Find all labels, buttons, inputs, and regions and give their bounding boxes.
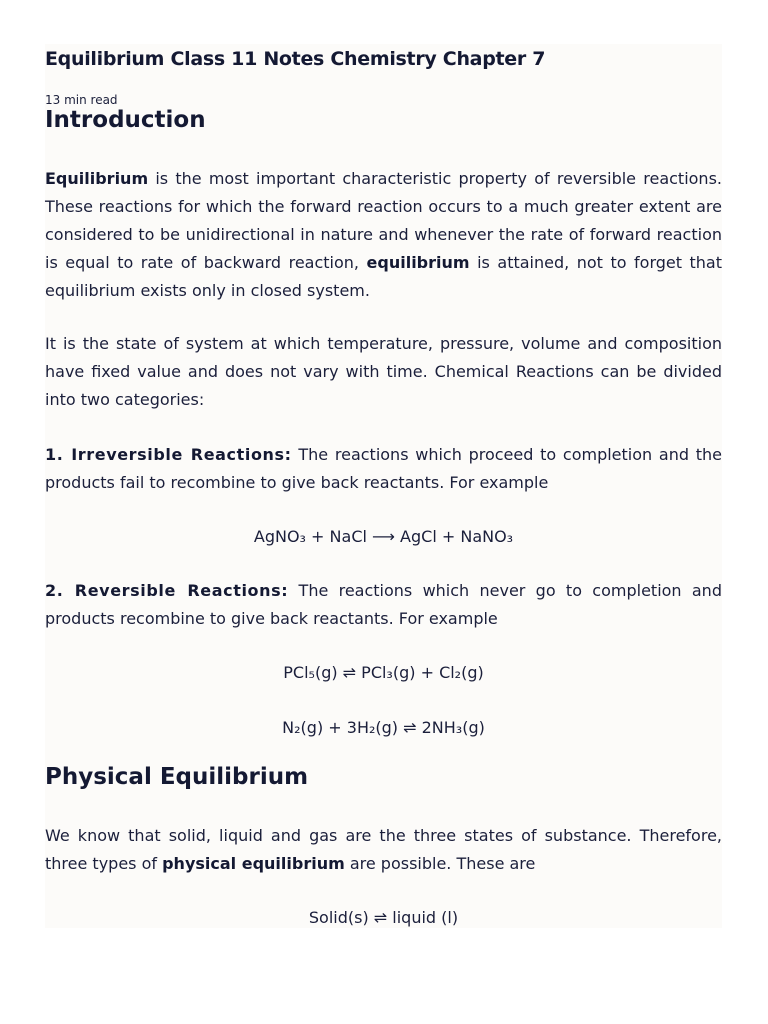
heading-physical-equilibrium: Physical Equilibrium <box>45 764 309 790</box>
paragraph-state-of-system: It is the state of system at which temperature, pressure, volume and composition have fixed value and does not vary with time. Chemical Reactions can be divided into two categories: <box>45 334 722 409</box>
bold-irreversible-reactions: 1. Irreversible Reactions: <box>45 445 292 464</box>
bold-reversible-reactions: 2. Reversible Reactions: <box>45 581 289 600</box>
paragraph-text: are possible. These are <box>344 854 536 873</box>
paragraph-text: We know that solid, liquid and gas are the three states of substance. Therefore, three types of <box>45 826 722 873</box>
equation-agno3-nacl: AgNO₃ + NaCl ⟶ AgCl + NaNO₃ <box>253 527 514 546</box>
paragraph-text: The reactions which never go to completion and products recombine to give back reactants. For example <box>45 581 722 628</box>
paragraph-states-of-substance <box>45 822 722 878</box>
bold-physical-equilibrium: physical equilibrium <box>162 854 345 873</box>
paragraph-text: The reactions which proceed to completion and the products fail to recombine to give back reactants. For example <box>45 445 722 492</box>
read-time: 13 min read <box>45 93 118 107</box>
equation-n2-h2: N₂(g) + 3H₂(g) ⇌ 2NH₃(g) <box>282 718 485 737</box>
paragraph-irreversible-reactions <box>45 441 722 497</box>
paragraph-equilibrium-definition <box>45 165 722 305</box>
article-title: Equilibrium Class 11 Notes Chemistry Chapter 7 <box>45 48 546 70</box>
bold-equilibrium: Equilibrium <box>45 169 149 188</box>
paragraph-text: is the most important characteristic property of reversible reactions. These reactions for which the forward reaction occurs to a much greater extent are considered to be unidirectional in nature and whenever the rate of forward reaction is equal to rate of backward reaction, <box>45 169 722 272</box>
bold-equilibrium-2: equilibrium <box>366 253 470 272</box>
heading-introduction: Introduction <box>45 107 206 133</box>
paragraph-text: is attained, not to forget that equilibrium exists only in closed system. <box>45 253 723 300</box>
equation-solid-liquid: Solid(s) ⇌ liquid (l) <box>308 908 459 927</box>
equation-pcl5: PCl₅(g) ⇌ PCl₃(g) + Cl₂(g) <box>283 663 484 682</box>
paragraph-reversible-reactions <box>45 577 722 633</box>
